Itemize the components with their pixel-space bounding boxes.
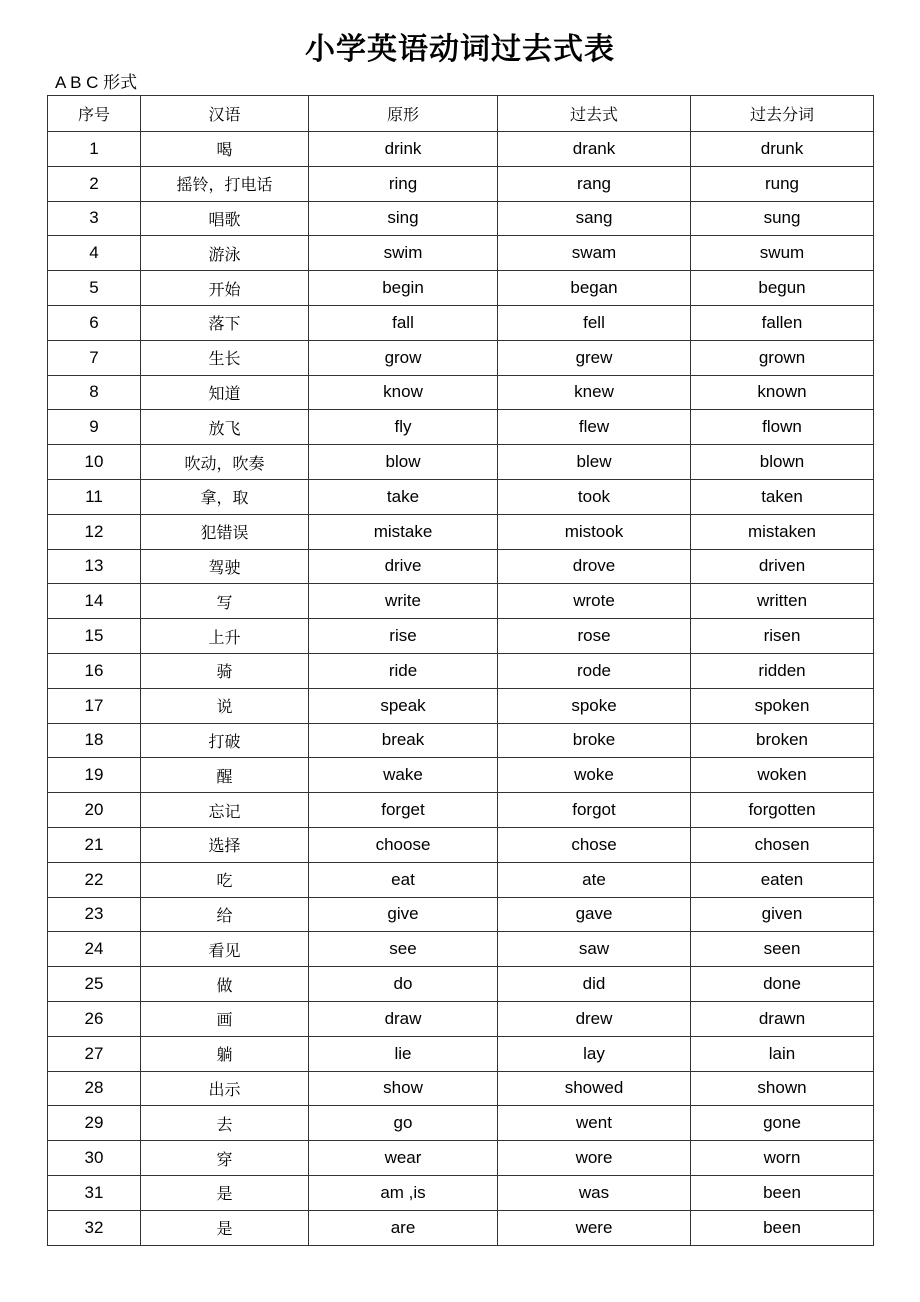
cell-past-tense: forgot [498,793,691,828]
cell-number: 16 [48,653,141,688]
cell-number: 5 [48,271,141,306]
cell-number: 7 [48,340,141,375]
cell-past-tense: gave [498,897,691,932]
cell-number: 30 [48,1141,141,1176]
cell-past-tense: did [498,967,691,1002]
cell-past-participle: taken [691,479,874,514]
cell-past-participle: lain [691,1036,874,1071]
cell-chinese: 知道 [141,375,309,410]
cell-base-form: mistake [309,514,498,549]
cell-number: 4 [48,236,141,271]
section-subtitle: A B C 形式 [55,73,138,92]
cell-number: 23 [48,897,141,932]
cell-past-participle: flown [691,410,874,445]
cell-chinese: 做 [141,967,309,1002]
table-row [48,862,874,897]
cell-chinese: 打破 [141,723,309,758]
cell-past-participle: seen [691,932,874,967]
header-base-form: 原形 [309,96,498,132]
cell-past-tense: took [498,479,691,514]
cell-number: 10 [48,445,141,480]
cell-base-form: draw [309,1001,498,1036]
cell-past-participle: eaten [691,862,874,897]
cell-past-participle: written [691,584,874,619]
cell-past-tense: wore [498,1141,691,1176]
table-row [48,584,874,619]
cell-base-form: blow [309,445,498,480]
cell-past-tense: went [498,1106,691,1141]
cell-past-participle: sung [691,201,874,236]
cell-number: 14 [48,584,141,619]
cell-base-form: drive [309,549,498,584]
cell-number: 28 [48,1071,141,1106]
cell-base-form: forget [309,793,498,828]
cell-past-participle: ridden [691,653,874,688]
cell-past-participle: fallen [691,305,874,340]
cell-past-participle: risen [691,619,874,654]
cell-chinese: 穿 [141,1141,309,1176]
cell-chinese: 画 [141,1001,309,1036]
cell-chinese: 摇铃，打电话 [141,166,309,201]
cell-number: 19 [48,758,141,793]
cell-number: 18 [48,723,141,758]
header-past-participle: 过去分词 [691,96,874,132]
cell-past-tense: flew [498,410,691,445]
header-chinese: 汉语 [141,96,309,132]
cell-past-tense: drove [498,549,691,584]
cell-past-participle: broken [691,723,874,758]
cell-base-form: ring [309,166,498,201]
cell-past-tense: showed [498,1071,691,1106]
cell-base-form: fall [309,305,498,340]
cell-base-form: give [309,897,498,932]
cell-chinese: 喝 [141,132,309,167]
cell-past-tense: wrote [498,584,691,619]
cell-base-form: write [309,584,498,619]
cell-number: 27 [48,1036,141,1071]
cell-past-tense: drank [498,132,691,167]
cell-chinese: 上升 [141,619,309,654]
cell-number: 3 [48,201,141,236]
cell-chinese: 看见 [141,932,309,967]
cell-past-participle: known [691,375,874,410]
table-row [48,723,874,758]
table-row [48,653,874,688]
cell-past-tense: grew [498,340,691,375]
table-row [48,201,874,236]
cell-past-tense: knew [498,375,691,410]
cell-chinese: 游泳 [141,236,309,271]
cell-number: 21 [48,827,141,862]
cell-base-form: fly [309,410,498,445]
cell-chinese: 犯错误 [141,514,309,549]
table-row [48,375,874,410]
cell-number: 11 [48,479,141,514]
cell-past-participle: spoken [691,688,874,723]
cell-base-form: know [309,375,498,410]
cell-chinese: 开始 [141,271,309,306]
cell-base-form: sing [309,201,498,236]
cell-past-participle: forgotten [691,793,874,828]
header-number: 序号 [48,96,141,132]
cell-past-participle: shown [691,1071,874,1106]
cell-base-form: ride [309,653,498,688]
cell-chinese: 吃 [141,862,309,897]
cell-base-form: wear [309,1141,498,1176]
cell-base-form: rise [309,619,498,654]
cell-past-tense: sang [498,201,691,236]
cell-number: 2 [48,166,141,201]
cell-number: 25 [48,967,141,1002]
cell-number: 8 [48,375,141,410]
cell-base-form: show [309,1071,498,1106]
cell-past-participle: chosen [691,827,874,862]
table-row [48,619,874,654]
cell-past-participle: blown [691,445,874,480]
cell-chinese: 出示 [141,1071,309,1106]
cell-number: 12 [48,514,141,549]
table-row [48,132,874,167]
cell-chinese: 生长 [141,340,309,375]
cell-past-tense: chose [498,827,691,862]
cell-chinese: 忘记 [141,793,309,828]
cell-chinese: 落下 [141,305,309,340]
cell-past-tense: saw [498,932,691,967]
cell-past-participle: done [691,967,874,1002]
cell-chinese: 给 [141,897,309,932]
cell-chinese: 选择 [141,827,309,862]
cell-past-tense: rode [498,653,691,688]
cell-past-participle: swum [691,236,874,271]
cell-number: 6 [48,305,141,340]
cell-past-participle: drawn [691,1001,874,1036]
verb-table [47,95,874,1246]
table-row [48,1071,874,1106]
cell-chinese: 唱歌 [141,201,309,236]
cell-chinese: 骑 [141,653,309,688]
cell-past-participle: woken [691,758,874,793]
cell-past-participle: grown [691,340,874,375]
cell-past-tense: swam [498,236,691,271]
cell-base-form: go [309,1106,498,1141]
table-row [48,1001,874,1036]
cell-base-form: are [309,1210,498,1245]
cell-past-tense: rang [498,166,691,201]
table-row [48,340,874,375]
cell-past-tense: was [498,1175,691,1210]
table-row [48,514,874,549]
cell-base-form: see [309,932,498,967]
table-row [48,967,874,1002]
cell-base-form: speak [309,688,498,723]
table-body [48,132,874,1246]
cell-number: 15 [48,619,141,654]
cell-number: 17 [48,688,141,723]
cell-past-tense: began [498,271,691,306]
cell-chinese: 吹动，吹奏 [141,445,309,480]
cell-chinese: 醒 [141,758,309,793]
cell-past-participle: been [691,1175,874,1210]
cell-base-form: lie [309,1036,498,1071]
table-row [48,549,874,584]
table-header-row [48,96,874,132]
cell-chinese: 是 [141,1175,309,1210]
table-row [48,793,874,828]
cell-past-tense: blew [498,445,691,480]
cell-base-form: wake [309,758,498,793]
table-row [48,1175,874,1210]
cell-base-form: take [309,479,498,514]
table-row [48,827,874,862]
cell-past-participle: drunk [691,132,874,167]
cell-past-tense: rose [498,619,691,654]
cell-past-tense: ate [498,862,691,897]
cell-past-tense: spoke [498,688,691,723]
cell-past-tense: broke [498,723,691,758]
cell-past-tense: mistook [498,514,691,549]
cell-number: 24 [48,932,141,967]
cell-number: 1 [48,132,141,167]
cell-chinese: 是 [141,1210,309,1245]
cell-number: 22 [48,862,141,897]
cell-past-tense: fell [498,305,691,340]
cell-number: 20 [48,793,141,828]
cell-chinese: 放飞 [141,410,309,445]
cell-chinese: 拿，取 [141,479,309,514]
cell-chinese: 驾驶 [141,549,309,584]
table-row [48,1036,874,1071]
table-row [48,271,874,306]
table-row [48,479,874,514]
cell-chinese: 去 [141,1106,309,1141]
cell-past-participle: begun [691,271,874,306]
table-row [48,758,874,793]
cell-base-form: begin [309,271,498,306]
table-row [48,932,874,967]
table-row [48,897,874,932]
cell-past-tense: woke [498,758,691,793]
table-row [48,410,874,445]
cell-number: 13 [48,549,141,584]
cell-past-tense: lay [498,1036,691,1071]
table-row [48,305,874,340]
header-past-tense: 过去式 [498,96,691,132]
cell-past-tense: were [498,1210,691,1245]
cell-base-form: break [309,723,498,758]
table-row [48,1141,874,1176]
cell-past-participle: driven [691,549,874,584]
cell-chinese: 说 [141,688,309,723]
cell-past-participle: given [691,897,874,932]
cell-number: 9 [48,410,141,445]
page-title: 小学英语动词过去式表 [305,32,615,67]
cell-past-tense: drew [498,1001,691,1036]
cell-base-form: drink [309,132,498,167]
cell-chinese: 写 [141,584,309,619]
cell-chinese: 躺 [141,1036,309,1071]
cell-past-participle: worn [691,1141,874,1176]
cell-base-form: swim [309,236,498,271]
cell-base-form: do [309,967,498,1002]
table-row [48,445,874,480]
cell-number: 26 [48,1001,141,1036]
cell-number: 32 [48,1210,141,1245]
cell-base-form: choose [309,827,498,862]
table-row [48,1210,874,1245]
cell-past-participle: been [691,1210,874,1245]
cell-base-form: eat [309,862,498,897]
table-row [48,166,874,201]
table-row [48,1106,874,1141]
cell-base-form: grow [309,340,498,375]
cell-base-form: am ,is [309,1175,498,1210]
cell-number: 31 [48,1175,141,1210]
table-row [48,688,874,723]
cell-past-participle: rung [691,166,874,201]
table-row [48,236,874,271]
cell-past-participle: gone [691,1106,874,1141]
cell-number: 29 [48,1106,141,1141]
cell-past-participle: mistaken [691,514,874,549]
